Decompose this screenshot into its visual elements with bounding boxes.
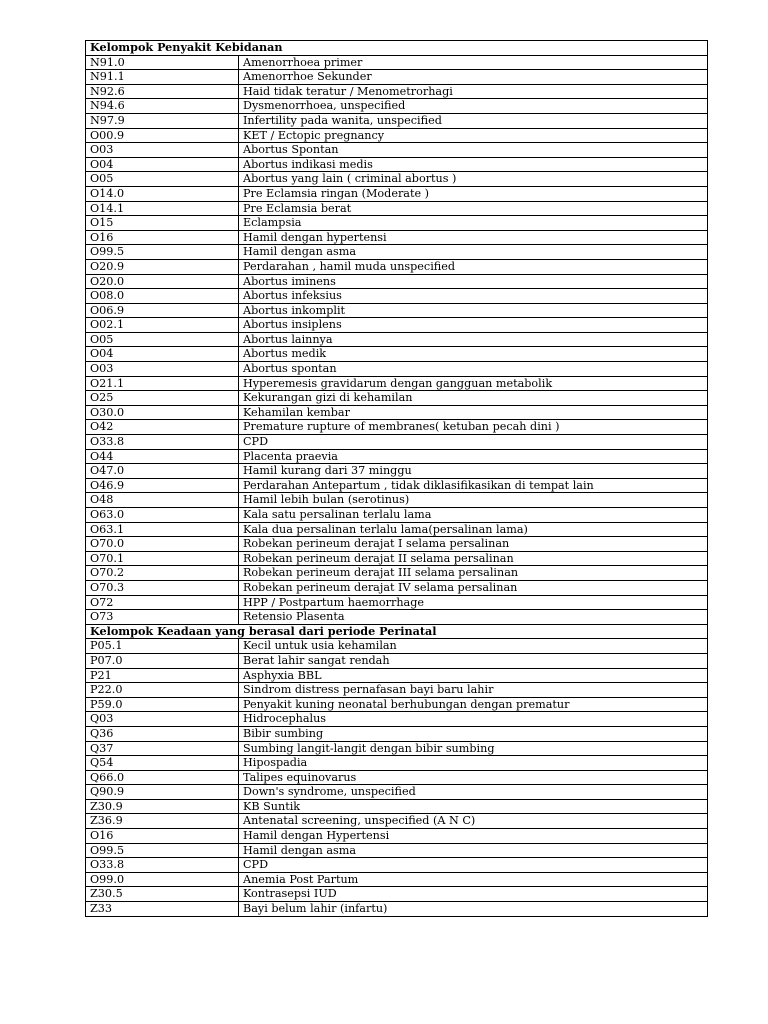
diagnosis-description: Placenta praevia [239,449,708,464]
diagnosis-code: O20.9 [86,259,239,274]
diagnosis-code: P05.1 [86,639,239,654]
table-row [86,245,708,260]
diagnosis-description: Down's syndrome, unspecified [239,785,708,800]
diagnosis-description: Hyperemesis gravidarum dengan gangguan metabolik [239,376,708,391]
diagnosis-description: Kala dua persalinan terlalu lama(persalinan lama) [239,522,708,537]
table-row [86,376,708,391]
table-row [86,770,708,785]
diagnosis-description: Amenorrhoe Sekunder [239,70,708,85]
diagnosis-code: O70.1 [86,551,239,566]
table-row [86,493,708,508]
table-row [86,128,708,143]
diagnosis-description: Hidrocephalus [239,712,708,727]
diagnosis-description: Robekan perineum derajat II selama persalinan [239,551,708,566]
diagnosis-code: N92.6 [86,84,239,99]
diagnosis-code: O16 [86,230,239,245]
diagnosis-code: O04 [86,157,239,172]
table-row [86,464,708,479]
diagnosis-code: O03 [86,143,239,158]
diagnosis-code: O16 [86,829,239,844]
diagnosis-code: O44 [86,449,239,464]
diagnosis-code-table [85,40,708,917]
table-row [86,391,708,406]
diagnosis-description: Sindrom distress pernafasan bayi baru lahir [239,683,708,698]
diagnosis-code: O05 [86,332,239,347]
diagnosis-description: Abortus infeksius [239,289,708,304]
table-row [86,508,708,523]
diagnosis-description: Kecil untuk usia kehamilan [239,639,708,654]
table-row [86,157,708,172]
table-row [86,84,708,99]
table-row [86,610,708,625]
table-row [86,274,708,289]
diagnosis-description: Anemia Post Partum [239,872,708,887]
diagnosis-code: Z36.9 [86,814,239,829]
diagnosis-description: Antenatal screening, unspecified (A N C) [239,814,708,829]
table-row [86,70,708,85]
diagnosis-description: Robekan perineum derajat III selama persalinan [239,566,708,581]
diagnosis-description: Abortus iminens [239,274,708,289]
table-row [86,712,708,727]
table-row [86,843,708,858]
diagnosis-description: Robekan perineum derajat IV selama persalinan [239,580,708,595]
table-row [86,697,708,712]
diagnosis-description: Abortus spontan [239,362,708,377]
table-row [86,347,708,362]
diagnosis-description: Hamil dengan asma [239,843,708,858]
diagnosis-description: Abortus inkomplit [239,303,708,318]
table-row [86,405,708,420]
diagnosis-description: Haid tidak teratur / Menometrorhagi [239,84,708,99]
diagnosis-description: Pre Eclamsia berat [239,201,708,216]
diagnosis-code: O30.0 [86,405,239,420]
table-body [86,41,708,917]
diagnosis-description: Dysmenorrhoea, unspecified [239,99,708,114]
diagnosis-code: P59.0 [86,697,239,712]
table-row [86,435,708,450]
table-row [86,449,708,464]
diagnosis-description: CPD [239,858,708,873]
table-row [86,653,708,668]
diagnosis-code: Q54 [86,756,239,771]
table-row [86,858,708,873]
diagnosis-code: O14.1 [86,201,239,216]
diagnosis-code: O05 [86,172,239,187]
diagnosis-code: O42 [86,420,239,435]
diagnosis-code: Q90.9 [86,785,239,800]
table-row [86,902,708,917]
diagnosis-description: Abortus indikasi medis [239,157,708,172]
diagnosis-description: CPD [239,435,708,450]
table-row [86,551,708,566]
diagnosis-description: Abortus yang lain ( criminal abortus ) [239,172,708,187]
diagnosis-code: O99.5 [86,245,239,260]
table-row [86,318,708,333]
table-row [86,580,708,595]
diagnosis-description: Hamil lebih bulan (serotinus) [239,493,708,508]
table-row [86,230,708,245]
diagnosis-code: O06.9 [86,303,239,318]
table-row [86,143,708,158]
diagnosis-code: O70.0 [86,537,239,552]
table-row [86,726,708,741]
diagnosis-description: Hamil kurang dari 37 minggu [239,464,708,479]
diagnosis-code: O48 [86,493,239,508]
diagnosis-code: N91.0 [86,55,239,70]
diagnosis-code: O08.0 [86,289,239,304]
diagnosis-code: O33.8 [86,435,239,450]
diagnosis-description: Robekan perineum derajat I selama persalinan [239,537,708,552]
table-row [86,639,708,654]
table-row [86,420,708,435]
table-row [86,522,708,537]
diagnosis-code: O03 [86,362,239,377]
diagnosis-code: O25 [86,391,239,406]
table-row [86,201,708,216]
diagnosis-description: Kehamilan kembar [239,405,708,420]
diagnosis-code: Q37 [86,741,239,756]
table-row [86,741,708,756]
table-row [86,829,708,844]
table-row [86,887,708,902]
diagnosis-code: O46.9 [86,478,239,493]
diagnosis-code: O33.8 [86,858,239,873]
table-row [86,537,708,552]
diagnosis-description: Kontrasepsi IUD [239,887,708,902]
diagnosis-code: Z30.5 [86,887,239,902]
diagnosis-description: Premature rupture of membranes( ketuban pecah dini ) [239,420,708,435]
diagnosis-description: HPP / Postpartum haemorrhage [239,595,708,610]
table-row [86,332,708,347]
diagnosis-description: Abortus lainnya [239,332,708,347]
table-row [86,785,708,800]
diagnosis-code: N97.9 [86,113,239,128]
table-row [86,303,708,318]
diagnosis-description: Hipospadia [239,756,708,771]
diagnosis-code: O15 [86,216,239,231]
diagnosis-description: Penyakit kuning neonatal berhubungan dengan prematur [239,697,708,712]
diagnosis-description: Asphyxia BBL [239,668,708,683]
table-row [86,668,708,683]
diagnosis-code: Z30.9 [86,799,239,814]
diagnosis-code: P07.0 [86,653,239,668]
diagnosis-description: Retensio Plasenta [239,610,708,625]
table-row [86,566,708,581]
diagnosis-code: O21.1 [86,376,239,391]
table-row [86,113,708,128]
diagnosis-code: O99.0 [86,872,239,887]
table-row [86,683,708,698]
table-row [86,799,708,814]
table-row [86,186,708,201]
diagnosis-code: P21 [86,668,239,683]
diagnosis-code: Z33 [86,902,239,917]
table-row [86,172,708,187]
diagnosis-description: KET / Ectopic pregnancy [239,128,708,143]
table-row [86,99,708,114]
diagnosis-code: O70.2 [86,566,239,581]
diagnosis-description: Pre Eclamsia ringan (Moderate ) [239,186,708,201]
diagnosis-code: O20.0 [86,274,239,289]
table-row [86,814,708,829]
diagnosis-description: Abortus Spontan [239,143,708,158]
diagnosis-code: O63.1 [86,522,239,537]
table-row [86,756,708,771]
diagnosis-description: Hamil dengan hypertensi [239,230,708,245]
diagnosis-description: Kala satu persalinan terlalu lama [239,508,708,523]
diagnosis-code: O00.9 [86,128,239,143]
diagnosis-description: Hamil dengan Hypertensi [239,829,708,844]
diagnosis-description: Hamil dengan asma [239,245,708,260]
diagnosis-description: Bibir sumbing [239,726,708,741]
table-row [86,289,708,304]
diagnosis-description: Eclampsia [239,216,708,231]
table-row [86,362,708,377]
section-title: Kelompok Keadaan yang berasal dari periode Perinatal [86,624,708,639]
diagnosis-description: Amenorrhoea primer [239,55,708,70]
table-row [86,595,708,610]
diagnosis-code: N94.6 [86,99,239,114]
diagnosis-description: Infertility pada wanita, unspecified [239,113,708,128]
diagnosis-code: Q03 [86,712,239,727]
section-header-row [86,41,708,56]
diagnosis-description: Talipes equinovarus [239,770,708,785]
table-row [86,259,708,274]
diagnosis-description: Sumbing langit-langit dengan bibir sumbing [239,741,708,756]
diagnosis-code: N91.1 [86,70,239,85]
diagnosis-code: O99.5 [86,843,239,858]
diagnosis-code: Q36 [86,726,239,741]
diagnosis-description: KB Suntik [239,799,708,814]
table-row [86,55,708,70]
table-row [86,216,708,231]
diagnosis-description: Perdarahan Antepartum , tidak diklasifikasikan di tempat lain [239,478,708,493]
diagnosis-description: Berat lahir sangat rendah [239,653,708,668]
diagnosis-code: O63.0 [86,508,239,523]
table-row [86,478,708,493]
table-row [86,872,708,887]
section-header-row [86,624,708,639]
diagnosis-code: O47.0 [86,464,239,479]
diagnosis-code: O70.3 [86,580,239,595]
section-title: Kelompok Penyakit Kebidanan [86,41,708,56]
diagnosis-code: Q66.0 [86,770,239,785]
diagnosis-description: Abortus medik [239,347,708,362]
diagnosis-description: Abortus insiplens [239,318,708,333]
diagnosis-code: O02.1 [86,318,239,333]
diagnosis-code: P22.0 [86,683,239,698]
diagnosis-description: Perdarahan , hamil muda unspecified [239,259,708,274]
diagnosis-code: O04 [86,347,239,362]
diagnosis-code: O73 [86,610,239,625]
diagnosis-description: Bayi belum lahir (infartu) [239,902,708,917]
diagnosis-code: O14.0 [86,186,239,201]
diagnosis-code: O72 [86,595,239,610]
diagnosis-description: Kekurangan gizi di kehamilan [239,391,708,406]
